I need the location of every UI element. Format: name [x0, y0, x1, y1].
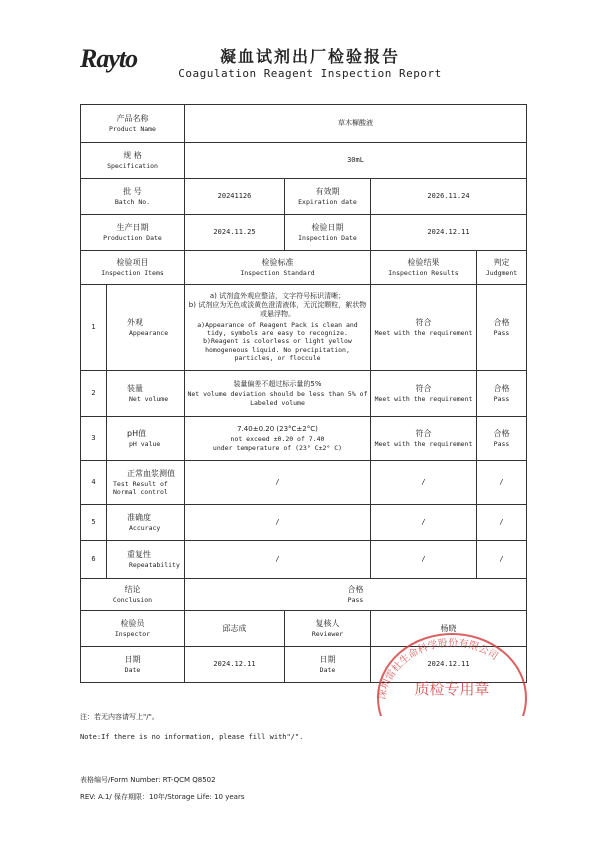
- item-standard: 装量偏差不超过标示量的5% Net volume deviation should be less than 5% of Labeled volume: [185, 371, 371, 417]
- item-standard: 7.40±0.20 (23°C±2°C) not exceed ±0.20 of 7.40 under temperature of (23° C±2° C): [185, 417, 371, 461]
- inspector-label: 检验员 Inspector: [81, 611, 185, 647]
- table-row: [81, 461, 527, 505]
- col-judgment-header: 判定 Judgment: [477, 251, 527, 285]
- inspection-date-label: 检验日期 Inspection Date: [285, 215, 371, 251]
- specification-label: 规 格 Specification: [81, 143, 185, 179]
- col-results-header: 检验结果 Inspection Results: [371, 251, 477, 285]
- production-date-label: 生产日期 Production Date: [81, 215, 185, 251]
- batch-row: [81, 179, 527, 215]
- table-row: [81, 505, 527, 541]
- report-title-en: Coagulation Reagent Inspection Report: [178, 67, 442, 80]
- table-row: [81, 285, 527, 371]
- item-result: 符合 Meet with the requirement: [371, 417, 477, 461]
- item-judgment: /: [477, 461, 527, 505]
- row-number: 1: [81, 285, 107, 371]
- table-row: [81, 371, 527, 417]
- reviewer-label: 复核人 Reviewer: [285, 611, 371, 647]
- date-label: 日期 Date: [81, 647, 185, 683]
- revision-info: REV: A.1/ 保存期限：10年/Storage Life: 10 years: [80, 793, 245, 801]
- form-number: 表格编号/Form Number: RT-QCM Q8502: [80, 776, 216, 784]
- item-name: 重复性 Repeatability: [107, 541, 185, 579]
- item-result: 符合 Meet with the requirement: [371, 285, 477, 371]
- row-number: 4: [81, 461, 107, 505]
- expiration-value: 2026.11.24: [371, 179, 527, 215]
- stamp-ring-text: 深圳雷杜生命科学股份有限公司: [376, 637, 500, 701]
- item-name: 正常血浆测值 Test Result of Normal control: [107, 461, 185, 505]
- row-number: 6: [81, 541, 107, 579]
- row-number: 3: [81, 417, 107, 461]
- item-result: /: [371, 461, 477, 505]
- item-standard: /: [185, 461, 371, 505]
- item-name: pH值 pH value: [107, 417, 185, 461]
- conclusion-label: 结论 Conclusion: [81, 579, 185, 611]
- date-value: 2024.12.11: [185, 647, 285, 683]
- product-name-value: 草木樨酸液: [185, 105, 527, 143]
- item-result: /: [371, 541, 477, 579]
- reviewer-date-label: 日期 Date: [285, 647, 371, 683]
- item-standard: a) 试剂盒外观应整洁，文字符号标识清晰； b) 试剂应为无色或淡黄色澄清液体，无沉淀颗粒，絮状物或悬浮物。 a)Appearance of Reagent Pack is clean and tidy, symbols are easy to recognize. b)Reagent is colorless or light yellow homogeneous liquid. No precipitation, particles, or floccule: [185, 285, 371, 371]
- batch-no-value: 20241126: [185, 179, 285, 215]
- item-standard: /: [185, 505, 371, 541]
- production-row: [81, 215, 527, 251]
- item-name: 准确度 Accuracy: [107, 505, 185, 541]
- production-date-value: 2024.11.25: [185, 215, 285, 251]
- item-judgment: /: [477, 541, 527, 579]
- col-standard-header: 检验标准 Inspection Standard: [185, 251, 371, 285]
- expiration-label: 有效期 Expiration date: [285, 179, 371, 215]
- item-judgment: 合格 Pass: [477, 285, 527, 371]
- table-row: [81, 541, 527, 579]
- report-title-cn: 凝血试剂出厂检验报告: [219, 47, 400, 66]
- item-judgment: 合格 Pass: [477, 417, 527, 461]
- quality-stamp: [372, 630, 532, 716]
- conclusion-value: 合格 Pass: [185, 579, 527, 611]
- item-name: 装量 Net volume: [107, 371, 185, 417]
- stamp-text: 质检专用章: [414, 680, 490, 698]
- specification-value: 30mL: [185, 143, 527, 179]
- item-name: 外观 Appearance: [107, 285, 185, 371]
- note-cn: 注：若无内容请写上"/"。: [80, 713, 159, 721]
- item-judgment: /: [477, 505, 527, 541]
- product-name-row: [81, 105, 527, 143]
- table-row: [81, 417, 527, 461]
- col-items-header: 检验项目 Inspection Items: [81, 251, 185, 285]
- item-standard: /: [185, 541, 371, 579]
- logo-text: Rayto: [80, 44, 138, 73]
- reviewer-date-value: 2024.12.11: [371, 647, 527, 683]
- item-result: 符合 Meet with the requirement: [371, 371, 477, 417]
- batch-no-label: 批 号 Batch No.: [81, 179, 185, 215]
- item-result: /: [371, 505, 477, 541]
- row-number: 5: [81, 505, 107, 541]
- item-judgment: 合格 Pass: [477, 371, 527, 417]
- conclusion-row: [81, 579, 527, 611]
- row-number: 2: [81, 371, 107, 417]
- note-en: Note:If there is no information, please fill with"/".: [80, 733, 304, 741]
- reviewer-signature: 杨晓: [371, 611, 527, 647]
- company-logo: [80, 44, 146, 76]
- column-header-row: [81, 251, 527, 285]
- inspector-signature: 邱志成: [185, 611, 285, 647]
- inspection-date-value: 2024.12.11: [371, 215, 527, 251]
- product-name-label: 产品名称 Product Name: [81, 105, 185, 143]
- specification-row: [81, 143, 527, 179]
- inspection-report-table: [80, 104, 527, 683]
